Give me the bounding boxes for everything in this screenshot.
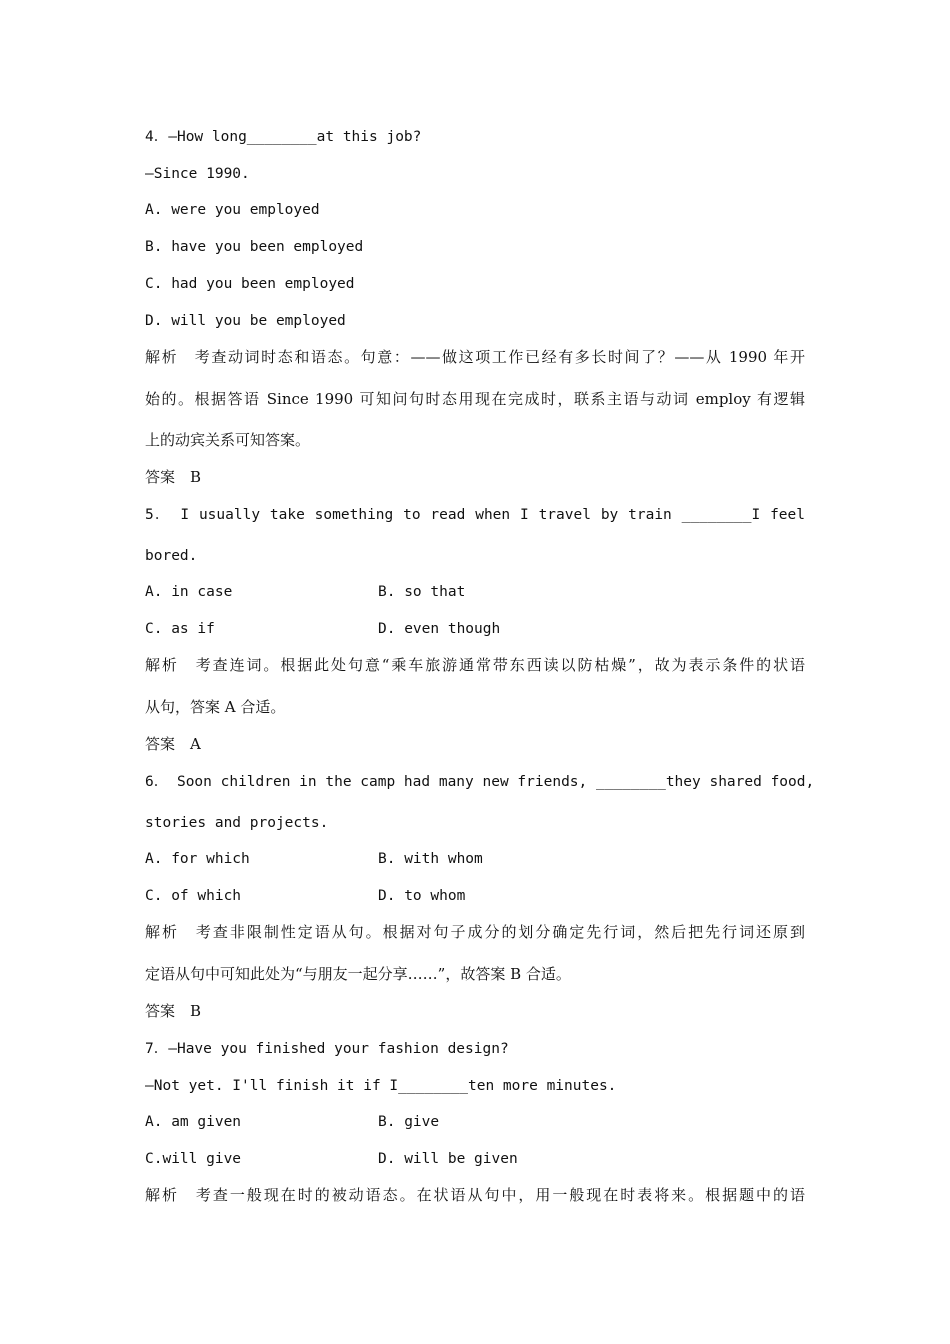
q4-option-d: D. will you be employed [145,313,346,329]
q6-analysis-line-2: 定语从句中可知此处为“与朋友一起分享……”，故答案 B 合适。 [145,965,571,983]
q5-option-b: B. so that [378,584,466,600]
q5-analysis-line-2: 从句，答案 A 合适。 [145,698,286,716]
q4-analysis-line-3: 上的动宾关系可知答案。 [145,431,311,449]
q5-option-d: D. even though [378,621,501,637]
q5-stem-line-2: bored. [145,548,198,564]
q7-option-b: B. give [378,1114,440,1130]
q6-option-c: C. of which [145,888,242,904]
q4-answer: 答案 B [145,468,202,486]
q7-option-d: D. will be given [378,1151,518,1167]
q6-stem-line-1: 6． Soon children in the camp had many new friends, ________they shared food, [145,774,815,790]
q5-stem-line-1: 5． I usually take something to read when I travel by train ________I feel [145,507,805,523]
q6-option-d: D. to whom [378,888,466,904]
q5-option-c: C. as if [145,621,215,637]
q4-option-b: B. have you been employed [145,239,364,255]
q4-analysis-line-2: 始的。根据答语 Since 1990 可知问句时态用现在完成时，联系主语与动词 employ 有逻辑 [145,390,805,408]
q4-stem: 4．—How long________at this job? [145,129,422,145]
q6-answer: 答案 B [145,1002,202,1020]
q5-option-a: A. in case [145,584,233,600]
q7-option-c: C.will give [145,1151,242,1167]
q7-stem: 7．—Have you finished your fashion design? [145,1041,509,1057]
q5-answer: 答案 A [145,735,201,753]
q6-analysis-line-1: 解析 考查非限制性定语从句。根据对句子成分的划分确定先行词，然后把先行词还原到 [145,923,805,941]
q4-reply: —Since 1990. [145,166,250,182]
q4-analysis-line-1: 解析 考查动词时态和语态。句意：——做这项工作已经有多长时间了？——从 1990 年开 [145,348,805,366]
q6-option-a: A. for which [145,851,250,867]
q7-reply: —Not yet. I'll finish it if I________ten more minutes. [145,1078,617,1094]
q4-option-c: C. had you been employed [145,276,355,292]
q7-analysis-line-1: 解析 考查一般现在时的被动语态。在状语从句中，用一般现在时表将来。根据题中的语 [145,1186,805,1204]
q6-stem-line-2: stories and projects. [145,815,329,831]
q4-option-a: A. were you employed [145,202,320,218]
q7-option-a: A. am given [145,1114,242,1130]
q6-option-b: B. with whom [378,851,483,867]
q5-analysis-line-1: 解析 考查连词。根据此处句意“乘车旅游通常带东西读以防枯燥”，故为表示条件的状语 [145,656,805,674]
